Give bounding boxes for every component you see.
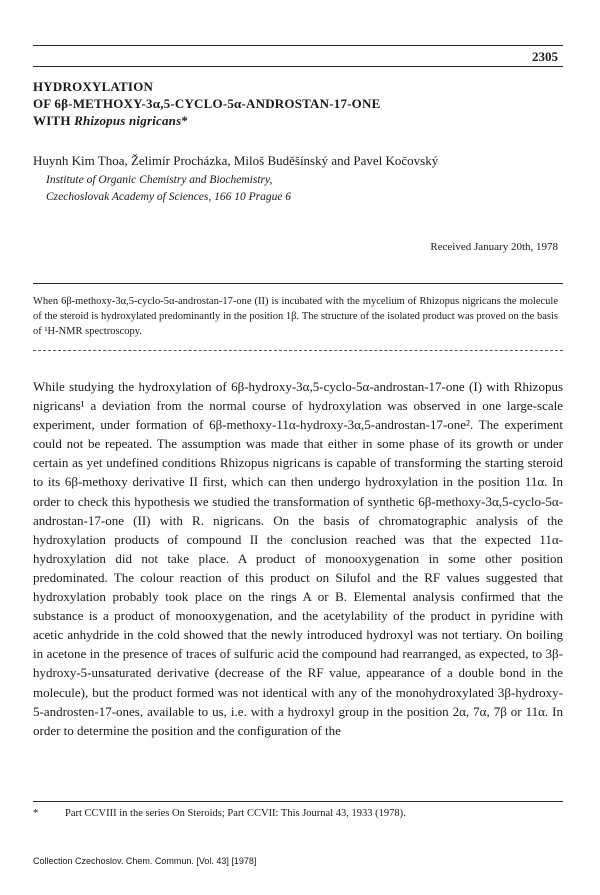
- body-text: [33, 377, 563, 740]
- abstract-top-rule: [33, 283, 563, 284]
- page-number: 2305: [532, 49, 558, 64]
- footnote-text: Part CCVIII in the series On Steroids; Part CCVII: This Journal 43, 1933 (1978).: [65, 808, 406, 819]
- title-organism: Rhizopus nigricans: [74, 113, 182, 128]
- footnote-rule: [33, 801, 563, 802]
- received-date: Received January 20th, 1978: [430, 241, 558, 253]
- title-line-3: [33, 112, 380, 129]
- footnote-mark: *: [33, 808, 39, 819]
- footnote: [33, 808, 563, 819]
- affiliation-line-1: Institute of Organic Chemistry and Biochemistry,: [46, 174, 273, 186]
- abstract: When 6β-methoxy-3α,5-cyclo-5α-androstan-17-one (II) is incubated with the mycelium of Rhizopus nigricans the molecule of the steroid is hydroxylated predominantly in the position 1β. The structure of the isolated product was proved on the basis of ¹H-NMR spectroscopy.: [33, 296, 558, 337]
- article-title: [33, 78, 380, 129]
- page-number-underline: [33, 66, 563, 67]
- title-line-2: OF 6β-METHOXY-3α,5-CYCLO-5α-ANDROSTAN-17-ONE: [33, 96, 381, 111]
- abstract-bottom-rule: [33, 350, 563, 351]
- top-rule: [33, 45, 563, 46]
- body-paragraph: While studying the hydroxylation of 6β-hydroxy-3α,5-cyclo-5α-androstan-17-one (I) with Rhizopus nigricans¹ a deviation from the normal course of hydroxylation was observed in one large-scale experiment, under formation of 6β-methoxy-11α-hydroxy-3α,5-androstan-17-one². The experiment could not be repeated. The assumption was made that either in some phase of its growth or under certain as yet undefined conditions Rhizopus nigricans is capable of transforming the starting steroid to its 6β-methoxy derivative II first, which can then undergo hydroxylation in the position 11α. In order to check this hypothesis we studied the transformation of synthetic 6β-methoxy-3α,5-cyclo-5α-androstan-17-one (II) with R. nigricans. On the basis of chromatographic analysis of the hydroxylation products of compound II the conclusion reached was that the expected 11α-hydroxylation did not take place. A product of monooxygenation in some other position predominated. The colour reaction of this product on Silufol and the RF values suggested that hydroxylation probably took place on the rings A or B. Elemental analysis confirmed that the substance is a product of monooxygenation, and the acetylability of the product in pyridine with acetic anhydride in the cold showed that the newly introduced hydroxyl was not tertiary. On boiling in acetone in the presence of traces of sulfuric acid the compound had rearranged, as expected, to 3β-hydroxy-5-unsaturated derivative (decrease of the RF value, appearance of a double bond in the molecule), but the product formed was not identical with any of the monohydroxylated 3β-hydroxy-5-androsten-17-ones, available to us, i.e. with a hydroxyl group in the position 2α, 7α, 7β or 11α. In order to determine the position and the configuration of the: [33, 379, 563, 738]
- journal-footer: Collection Czechoslov. Chem. Commun. [Vol. 43] [1978]: [33, 856, 257, 866]
- title-footnote-mark: *: [181, 113, 189, 128]
- title-line-1: HYDROXYLATION: [33, 79, 154, 94]
- title-line-3-prefix: WITH: [33, 113, 75, 128]
- affiliation: [46, 172, 291, 206]
- authors: Huynh Kim Thoa, Želimír Procházka, Miloš Buděšínský and Pavel Kočovský: [33, 153, 439, 168]
- affiliation-line-2: Czechoslovak Academy of Sciences, 166 10 Prague 6: [46, 191, 292, 203]
